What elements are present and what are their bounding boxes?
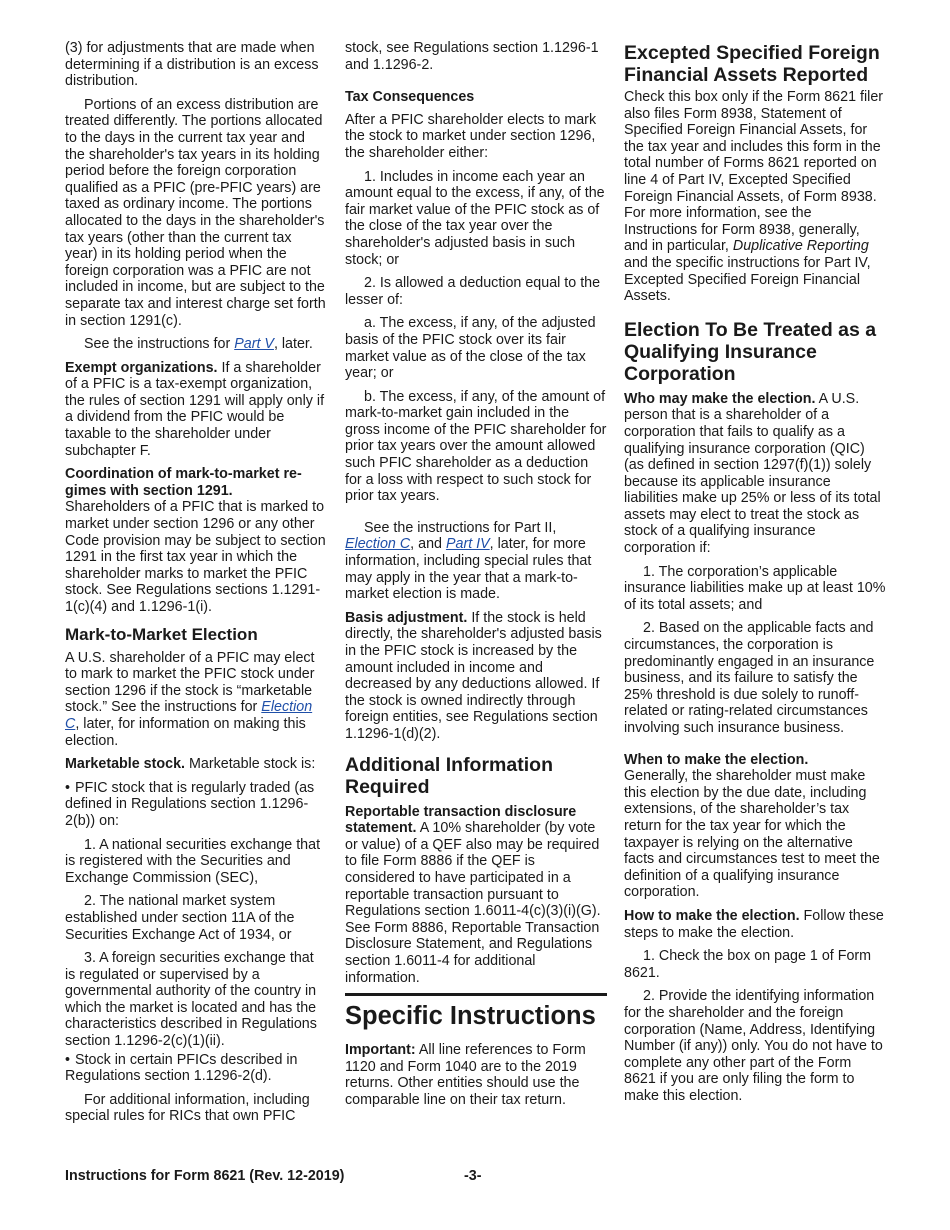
part-v-link[interactable]: Part V: [234, 336, 274, 353]
section-heading: Additional Information Required: [345, 753, 553, 798]
major-heading: Specific Instructions: [345, 993, 607, 1031]
list-item: 2. The national market system established under section 11A of the Securities Exchange Act of 1934, or: [65, 893, 295, 943]
subheading: Coordination of mark-to-market re- gimes with section 1291.: [65, 466, 302, 499]
list-item: b. The excess, if any, of the amount of mark-to-market gain included in the gross income of the PFIC shareholder for prior tax years over the amount allowed such PFIC shareholder as a deduction for a loss with respect to such stock for prior tax years.: [345, 388, 607, 505]
paragraph: How to make the election. Follow these steps to make the election.: [624, 907, 884, 941]
column-2: [345, 40, 607, 1115]
section-heading: Election To Be Treated as a Qualifying Insurance Corporation: [624, 318, 877, 385]
section-heading: Mark-to-Market Election: [65, 624, 258, 644]
paragraph: Reportable transaction disclosure statement. A 10% shareholder (by vote or value) of a QEF also may be required to file Form 8886 if the QEF is considered to have participated in a reportable transaction pursuant to Regulations section 1.6011-4(c)(3)(i)(G). See Form 8886, Reportable Transaction Disclosure Statement, and Regulations section 1.6011-4 for additional information.: [345, 803, 601, 986]
paragraph: (3) for adjustments that are made when determining if a distribution is an excess distribution.: [65, 40, 319, 90]
paragraph: Important: All line references to Form 1120 and Form 1040 are to the 2019 returns. Other entities should use the comparable line on their tax return.: [345, 1042, 586, 1108]
paragraph: Portions of an excess distribution are treated differently. The portions allocated to the days in the current tax year and the shareholder's tax years in its holding period before the foreign corporation qualified as a PFIC (pre-PFIC years) are taxed as ordinary income. The portions allocated to the days in the shareholder's tax years (other than the current tax year) in its holding period when the foreign corporation was a PFIC are not included in income, but are subject to the separate tax and interest charge set forth in section 1291(c).: [65, 96, 326, 329]
paragraph: Shareholders of a PFIC that is marked to market under section 1296 or any other Code provision may be subject to section 1291 in the first tax year in which the shareholder marks to market the PFIC stock. See Regulations sections 1.1291-1(c)(4) and 1.1296-1(i).: [65, 499, 326, 615]
list-item: 3. A foreign securities exchange that is regulated or supervised by a governmental authority of the country in which the market is located and has the characteristics described in Regulations section 1.1296-2(c)(1)(ii).: [65, 950, 317, 1050]
paragraph: See the instructions for Part II, Election C, and Part IV, later, for more information, including special rules that may apply in the year that a mark-to-market election is made.: [345, 519, 592, 603]
list-item: • PFIC stock that is regularly traded (as defined in Regulations section 1.1296-2(b)) on:: [65, 780, 327, 830]
list-item: 1. The corporation’s applicable insurance liabilities make up at least 10% of its total assets; and: [624, 563, 886, 613]
list-item: 2. Based on the applicable facts and circumstances, the corporation is predominantly engaged in an insurance business, and its failure to satisfy the 25% threshold is due solely to runoff-related or rating-related circumstances involving such insurance business.: [624, 620, 875, 736]
paragraph: For additional information, including special rules for RICs that own PFIC: [65, 1091, 310, 1125]
paragraph: A U.S. shareholder of a PFIC may elect to mark to market the PFIC stock under section 1296 if the stock is “marketable stock.” See the instructions for Election C, later, for information on making this election.: [65, 649, 315, 749]
paragraph: See the instructions for Part V, later.: [84, 336, 313, 353]
list-item: 1. A national securities exchange that is registered with the Securities and Exchange Commission (SEC),: [65, 836, 321, 886]
list-item: 1. Includes in income each year an amount equal to the excess, if any, of the fair market value of the PFIC stock as of the close of the tax year over the shareholder's adjusted basis in such stock; or: [345, 168, 605, 268]
column-3: [624, 40, 886, 1111]
run-in-heading: Who may make the election.: [624, 390, 816, 407]
section-heading: Excepted Specified Foreign Financial Assets Reported: [624, 42, 880, 86]
paragraph: Basis adjustment. If the stock is held directly, the shareholder's adjusted basis in the PFIC stock is increased by the amount included in income and decreased by any deductions allowed. If the stock is owned indirectly through foreign entities, see Regulations section 1.1296-1(d)(2).: [345, 609, 602, 742]
list-item: 2. Provide the identifying information for the shareholder and the foreign corporation (Name, Address, Identifying Number (if any)) only. You do not have to complete any other part of the Form 8621 if you are only filing the form to make this election.: [624, 988, 883, 1104]
paragraph: stock, see Regulations section 1.1296-1 and 1.1296-2.: [345, 40, 599, 73]
election-c-link[interactable]: Election C: [345, 536, 411, 553]
paragraph: Who may make the election. A U.S. person that is a shareholder of a corporation that fails to qualify as a qualifying insurance corporation (QIC) (as defined in section 1297(f)(1)) solely because its applicable insurance liabilities make up 25% or less of its total assets may elect to treat the stock as stock of a qualifying insurance corporation if:: [624, 390, 881, 557]
run-in-heading: Exempt organizations.: [65, 359, 218, 376]
paragraph: Generally, the shareholder must make this election by the due date, including extensions, of the shareholder’s tax return for the tax year for which the taxpayer is relying on the alternative facts and circumstances test to meet the definition of a qualifying insurance corporation.: [624, 768, 880, 901]
footer-form-title: Instructions for Form 8621 (Rev. 12-2019): [65, 1168, 345, 1184]
run-in-heading: Basis adjustment.: [345, 609, 468, 626]
list-item: a. The excess, if any, of the adjusted basis of the PFIC stock over its fair market value as of the close of the tax year; or: [345, 315, 596, 382]
list-item: • Stock in certain PFICs described in Regulations section 1.1296-2(d).: [65, 1052, 327, 1085]
part-iv-link[interactable]: Part IV: [445, 536, 490, 553]
column-1: [65, 40, 327, 1132]
list-item: 1. Check the box on page 1 of Form 8621.: [624, 948, 872, 981]
subheading: Tax Consequences: [345, 89, 475, 106]
run-in-heading: Marketable stock.: [65, 756, 185, 773]
run-in-heading: Reportable transaction disclosure statement.: [345, 803, 577, 837]
subheading: When to make the election.: [624, 751, 809, 768]
paragraph: Marketable stock. Marketable stock is:: [65, 756, 316, 773]
paragraph: Check this box only if the Form 8621 filer also files Form 8938, Statement of Specified Foreign Financial Assets, for the tax year and includes this form in the total number of Forms 8621 reported on line 4 of Part IV, Excepted Specified Foreign Financial Assets, of Form 8938. For more information, see the Instructions for Form 8938, generally, and in particular, Duplicative Reporting and the specific instructions for Part IV, Excepted Specified Foreign Financial Assets.: [624, 89, 884, 305]
paragraph: After a PFIC shareholder elects to mark the stock to market under section 1296, the shareholder either:: [345, 111, 597, 161]
election-c-link[interactable]: Election C: [65, 699, 313, 732]
run-in-heading: Important:: [345, 1042, 416, 1059]
list-item: 2. Is allowed a deduction equal to the lesser of:: [345, 275, 601, 308]
page-number: -3-: [464, 1168, 482, 1184]
paragraph: Exempt organizations. If a shareholder of a PFIC is a tax-exempt organization, the rules of section 1291 will apply only if a dividend from the PFIC would be taxable to the shareholder under subchapter F.: [65, 359, 325, 459]
run-in-heading: How to make the election.: [624, 907, 800, 924]
